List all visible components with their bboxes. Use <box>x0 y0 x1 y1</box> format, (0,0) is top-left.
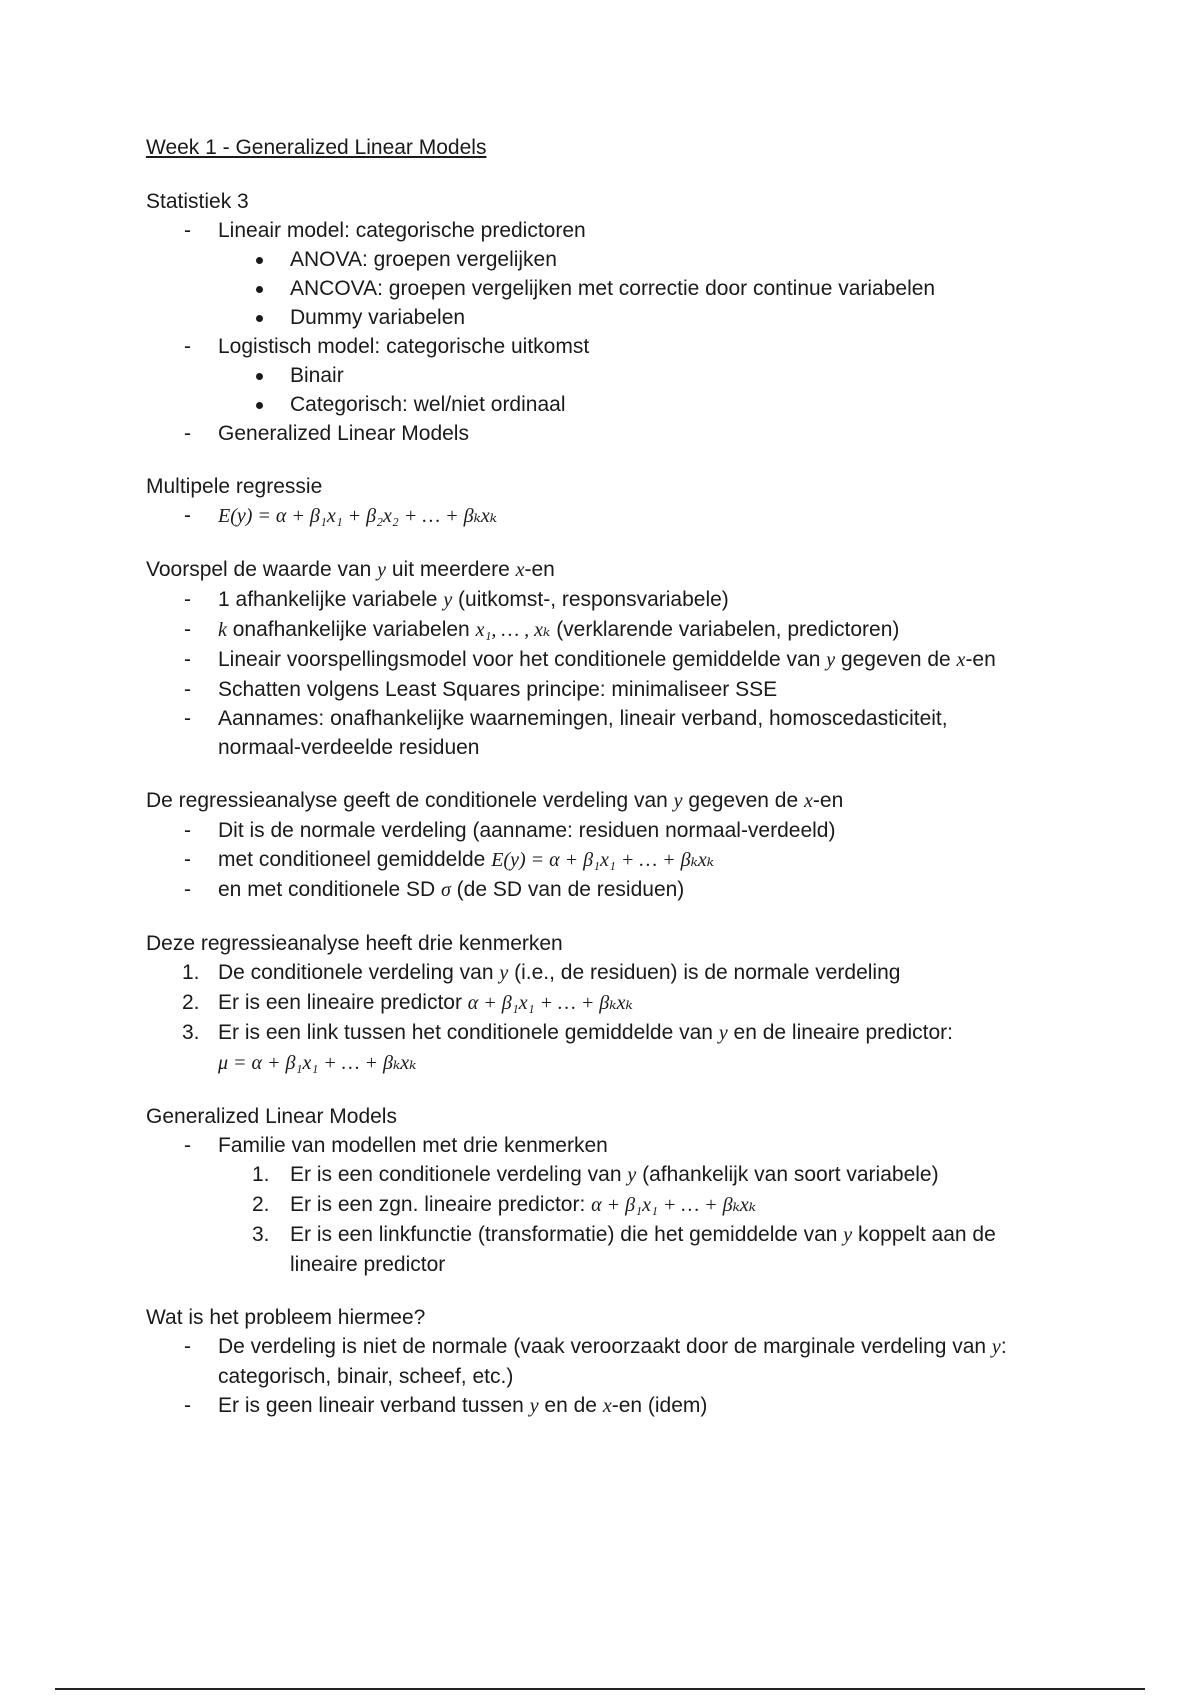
list-item: - Generalized Linear Models <box>184 422 469 445</box>
section-probleem <box>146 1303 1106 1421</box>
formula: μ = α + β₁x₁ + … + βₖxₖ <box>218 1052 417 1074</box>
numbered-item: 3. Er is een linkfunctie (transformatie) die het gemiddelde van y koppelt aan de lineaire predictor <box>252 1223 996 1276</box>
bullet-icon <box>256 257 263 264</box>
formula: α + β₁x₁ + … + βₖxₖ <box>467 992 633 1014</box>
list-item: - Er is geen lineair verband tussen y en de x-en (idem) <box>184 1394 708 1417</box>
section-statistiek-3 <box>146 187 1106 448</box>
section-multipele-regressie <box>146 472 1106 531</box>
section-glm <box>146 1102 1106 1279</box>
section-heading: De regressieanalyse geeft de conditionele verdeling van y gegeven de x-en <box>146 789 844 812</box>
bullet-icon <box>256 315 263 322</box>
list-item: - k onafhankelijke variabelen x₁, … , xₖ (verklarende variabelen, predictoren) <box>184 618 900 641</box>
section-heading: Deze regressieanalyse heeft drie kenmerken <box>146 932 563 955</box>
bullet-item: Binair <box>146 361 1106 390</box>
document-page <box>146 133 1106 1421</box>
list-item: - Lineair model: categorische predictoren <box>184 219 586 242</box>
list-item: - en met conditionele SD σ (de SD van de residuen) <box>184 878 685 901</box>
bullet-icon <box>256 373 263 380</box>
formula: E(y) = α + β₁x₁ + β₂x₂ + … + βₖxₖ <box>218 505 498 527</box>
bullet-item: ANCOVA: groepen vergelijken met correctie door continue variabelen <box>146 274 1106 303</box>
list-item: - E(y) = α + β₁x₁ + β₂x₂ + … + βₖxₖ <box>184 504 498 527</box>
section-heading: Wat is het probleem hiermee? <box>146 1306 426 1329</box>
bottom-divider <box>55 1688 1145 1690</box>
list-item: - De verdeling is niet de normale (vaak veroorzaakt door de marginale verdeling van y: categorisch, binair, scheef, etc.) <box>184 1335 1007 1388</box>
bullet-item: Categorisch: wel/niet ordinaal <box>146 390 1106 419</box>
list-item: - Logistisch model: categorische uitkomst <box>184 335 590 358</box>
page-title: Week 1 - Generalized Linear Models <box>146 136 487 159</box>
section-regressieanalyse <box>146 786 1106 905</box>
bullet-item: ANOVA: groepen vergelijken <box>146 245 1106 274</box>
list-item: - Lineair voorspellingsmodel voor het conditionele gemiddelde van y gegeven de x-en <box>184 648 996 671</box>
list-item: - met conditioneel gemiddelde E(y) = α + β₁x₁ + … + βₖxₖ <box>184 848 715 871</box>
list-item: - 1 afhankelijke variabele y (uitkomst-, responsvariabele) <box>184 588 729 611</box>
numbered-item: 3. Er is een link tussen het conditionele gemiddelde van y en de lineaire predictor: μ = α + β₁x₁ + … + βₖxₖ <box>182 1021 954 1074</box>
bullet-icon <box>256 286 263 293</box>
section-voorspel <box>146 555 1106 762</box>
list-item: - Familie van modellen met drie kenmerken <box>184 1134 608 1157</box>
section-heading: Generalized Linear Models <box>146 1105 397 1128</box>
bullet-icon <box>256 402 263 409</box>
section-heading: Voorspel de waarde van y uit meerdere x-en <box>146 558 555 581</box>
bullet-item: Dummy variabelen <box>146 303 1106 332</box>
formula: E(y) = α + β₁x₁ + … + βₖxₖ <box>491 849 715 871</box>
formula: α + β₁x₁ + … + βₖxₖ <box>591 1194 757 1216</box>
numbered-item: 1. Er is een conditionele verdeling van y (afhankelijk van soort variabele) <box>252 1163 939 1186</box>
numbered-item: 2. Er is een lineaire predictor α + β₁x₁ + … + βₖxₖ <box>182 991 633 1014</box>
section-drie-kenmerken <box>146 929 1106 1078</box>
list-item: - Aannames: onafhankelijke waarnemingen, lineair verband, homoscedasticiteit, normaal-verdeelde residuen <box>184 707 948 759</box>
list-item: - Schatten volgens Least Squares principe: minimaliseer SSE <box>184 678 778 701</box>
numbered-item: 2. Er is een zgn. lineaire predictor: α + β₁x₁ + … + βₖxₖ <box>252 1193 757 1216</box>
numbered-item: 1. De conditionele verdeling van y (i.e., de residuen) is de normale verdeling <box>182 961 901 984</box>
section-heading: Multipele regressie <box>146 475 323 498</box>
section-heading: Statistiek 3 <box>146 190 249 213</box>
list-item: - Dit is de normale verdeling (aanname: residuen normaal-verdeeld) <box>184 819 836 842</box>
